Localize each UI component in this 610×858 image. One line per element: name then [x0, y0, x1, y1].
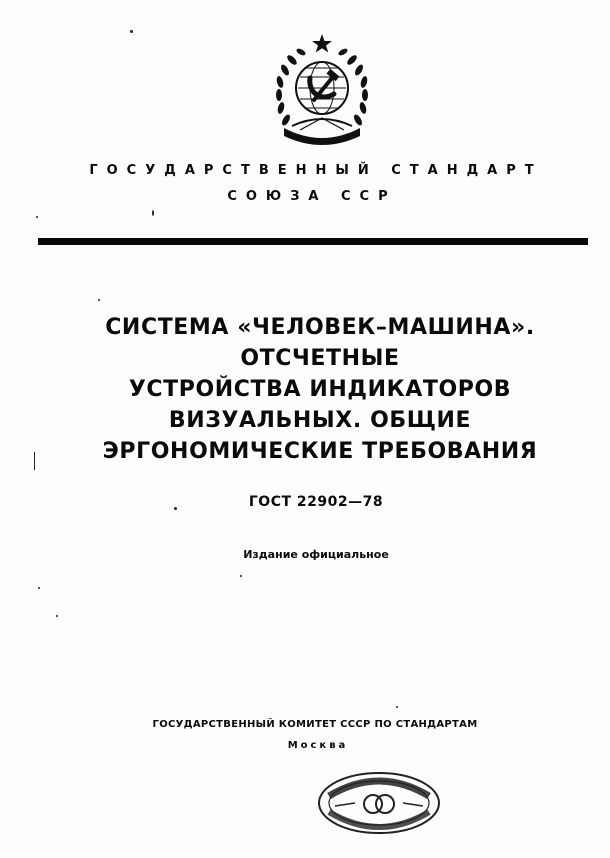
scan-speck	[38, 587, 40, 589]
library-stamp-icon	[315, 770, 443, 836]
publisher-committee: ГОСУДАРСТВЕННЫЙ КОМИТЕТ СССР ПО СТАНДАРТАМ	[152, 719, 478, 730]
scan-speck	[396, 706, 398, 708]
scan-speck	[130, 30, 133, 33]
state-standard-heading: ГОСУДАРСТВЕННЫЙ СТАНДАРТ	[89, 163, 543, 178]
standard-number: ГОСТ 22902—78	[248, 494, 384, 510]
scan-speck	[56, 615, 58, 617]
scan-speck	[98, 299, 100, 301]
ussr-coat-of-arms-icon	[262, 30, 382, 150]
divider-rule	[38, 238, 588, 245]
document-title	[60, 312, 580, 467]
scan-speck	[36, 216, 38, 218]
scan-speck	[34, 452, 35, 470]
union-heading: СОЮЗА ССР	[227, 189, 397, 204]
edition-note: Издание официальное	[243, 548, 389, 561]
publisher-city: Москва	[287, 740, 349, 751]
scan-speck	[152, 210, 154, 216]
title-line: ВИЗУАЛЬНЫХ. ОБЩИЕ	[168, 408, 472, 433]
title-line: СИСТЕМА «ЧЕЛОВЕК–МАШИНА».	[105, 315, 535, 340]
title-line: ЭРГОНОМИЧЕСКИЕ ТРЕБОВАНИЯ	[102, 439, 538, 464]
scan-speck	[174, 507, 177, 510]
scan-speck	[240, 575, 242, 577]
title-line: ОТСЧЕТНЫЕ	[240, 346, 400, 371]
title-line: УСТРОЙСТВА ИНДИКАТОРОВ	[128, 377, 512, 402]
